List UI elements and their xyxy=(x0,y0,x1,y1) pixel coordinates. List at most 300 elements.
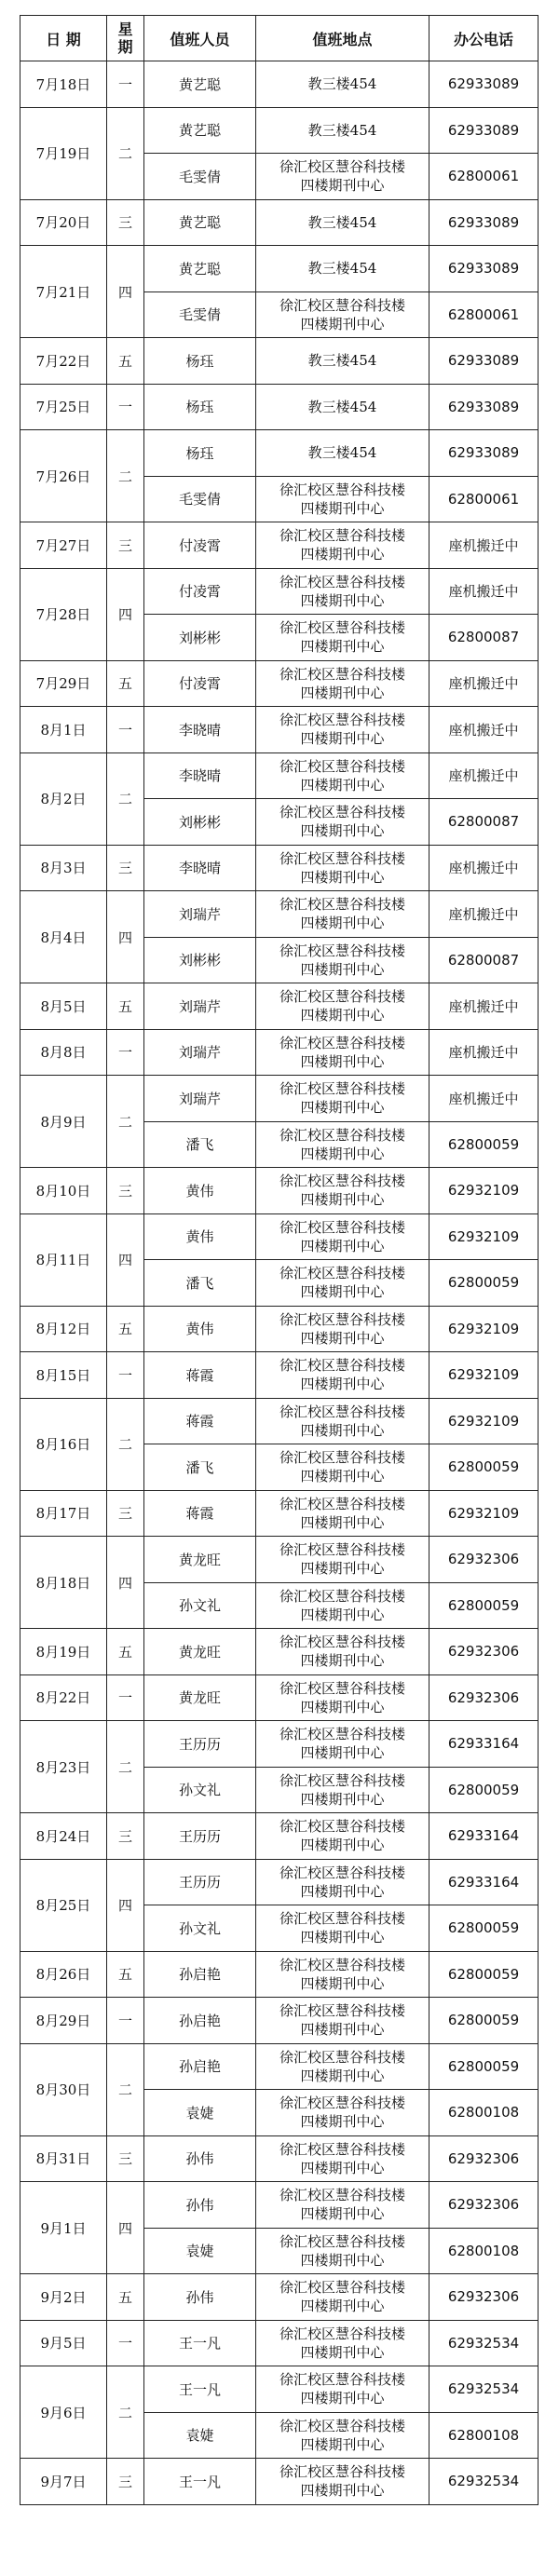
person-cell: 毛雯倩 xyxy=(144,154,256,200)
phone-cell: 62932534 xyxy=(429,2459,539,2505)
location-cell xyxy=(256,799,429,846)
weekday-cell: 一 xyxy=(107,61,144,108)
location-line: 四楼期刊中心 xyxy=(300,1513,385,1531)
table-row xyxy=(20,568,539,615)
person-cell: 刘瑞芹 xyxy=(144,1076,256,1122)
location-line: 四楼期刊中心 xyxy=(300,1974,385,1992)
date-cell: 8月30日 xyxy=(20,2043,107,2135)
phone-cell: 62932109 xyxy=(429,1352,539,1399)
location-cell xyxy=(256,522,429,569)
location-line: 四楼期刊中心 xyxy=(300,1560,385,1578)
weekday-cell: 四 xyxy=(107,1537,144,1629)
location-cell xyxy=(256,154,429,200)
person-cell: 潘飞 xyxy=(144,1444,256,1491)
table-row xyxy=(20,1213,539,1260)
phone-cell: 62932109 xyxy=(429,1398,539,1444)
date-cell: 9月6日 xyxy=(20,2366,107,2459)
date-cell: 8月9日 xyxy=(20,1076,107,1168)
location-line: 徐汇校区慧谷科技楼 xyxy=(279,1679,405,1697)
date-cell: 7月25日 xyxy=(20,384,107,430)
date-cell: 7月19日 xyxy=(20,107,107,199)
location-line: 徐汇校区慧谷科技楼 xyxy=(279,2325,405,2342)
person-cell: 孙文礼 xyxy=(144,1905,256,1952)
location-line: 四楼期刊中心 xyxy=(300,546,385,563)
phone-cell: 62933089 xyxy=(429,107,539,154)
location-line: 徐汇校区慧谷科技楼 xyxy=(279,1956,405,1973)
phone-cell: 62800061 xyxy=(429,291,539,338)
location-cell xyxy=(256,1121,429,1168)
location-line: 四楼期刊中心 xyxy=(300,1376,385,1393)
person-cell: 李晓晴 xyxy=(144,845,256,891)
location-line: 四楼期刊中心 xyxy=(300,822,385,840)
phone-cell: 座机搬迁中 xyxy=(429,660,539,707)
date-cell: 7月21日 xyxy=(20,246,107,338)
header-date: 日 期 xyxy=(20,16,107,61)
location-cell xyxy=(256,615,429,661)
person-cell: 付凌霄 xyxy=(144,660,256,707)
date-cell: 7月29日 xyxy=(20,660,107,707)
location-line: 四楼期刊中心 xyxy=(300,2343,385,2361)
phone-cell: 62800061 xyxy=(429,476,539,522)
location-line: 教三楼454 xyxy=(307,444,377,462)
location-line: 四楼期刊中心 xyxy=(300,638,385,656)
location-line: 徐汇校区慧谷科技楼 xyxy=(279,665,405,683)
weekday-cell: 五 xyxy=(107,660,144,707)
table-row xyxy=(20,430,539,477)
location-cell xyxy=(256,660,429,707)
person-cell: 付凌霄 xyxy=(144,568,256,615)
person-cell: 黄艺聪 xyxy=(144,61,256,108)
location-cell xyxy=(256,1629,429,1675)
weekday-cell: 五 xyxy=(107,1306,144,1352)
weekday-cell: 一 xyxy=(107,707,144,753)
location-cell xyxy=(256,1537,429,1583)
table-row xyxy=(20,107,539,154)
phone-cell: 62933089 xyxy=(429,61,539,108)
phone-cell: 62933164 xyxy=(429,1721,539,1768)
table-row xyxy=(20,2135,539,2182)
table-row xyxy=(20,2274,539,2321)
phone-cell: 62932534 xyxy=(429,2320,539,2366)
person-cell: 蒋霞 xyxy=(144,1490,256,1537)
location-line: 徐汇校区慧谷科技楼 xyxy=(279,2048,405,2066)
location-line: 四楼期刊中心 xyxy=(300,1652,385,1670)
location-cell xyxy=(256,1260,429,1307)
phone-cell: 座机搬迁中 xyxy=(429,845,539,891)
date-cell: 7月28日 xyxy=(20,568,107,660)
location-cell xyxy=(256,845,429,891)
weekday-cell: 三 xyxy=(107,1813,144,1860)
location-cell xyxy=(256,107,429,154)
location-line: 徐汇校区慧谷科技楼 xyxy=(279,1864,405,1881)
location-line: 徐汇校区慧谷科技楼 xyxy=(279,1541,405,1559)
person-cell: 孙启艳 xyxy=(144,2043,256,2090)
date-cell: 9月2日 xyxy=(20,2274,107,2321)
location-line: 徐汇校区慧谷科技楼 xyxy=(279,804,405,821)
phone-cell: 62932109 xyxy=(429,1306,539,1352)
table-row xyxy=(20,891,539,938)
table-row xyxy=(20,752,539,799)
person-cell: 孙启艳 xyxy=(144,1998,256,2044)
person-cell: 黄龙旺 xyxy=(144,1537,256,1583)
date-cell: 8月29日 xyxy=(20,1998,107,2044)
location-line: 四楼期刊中心 xyxy=(300,2435,385,2453)
location-line: 徐汇校区慧谷科技楼 xyxy=(279,896,405,914)
location-cell xyxy=(256,2274,429,2321)
location-cell xyxy=(256,2090,429,2136)
table-row xyxy=(20,2366,539,2413)
person-cell: 李晓晴 xyxy=(144,752,256,799)
date-cell: 8月3日 xyxy=(20,845,107,891)
person-cell: 杨珏 xyxy=(144,430,256,477)
phone-cell: 62800087 xyxy=(429,799,539,846)
person-cell: 杨珏 xyxy=(144,384,256,430)
location-cell xyxy=(256,752,429,799)
location-cell xyxy=(256,1352,429,1399)
person-cell: 王历历 xyxy=(144,1721,256,1768)
phone-cell: 座机搬迁中 xyxy=(429,752,539,799)
weekday-cell: 二 xyxy=(107,752,144,845)
person-cell: 孙伟 xyxy=(144,2274,256,2321)
location-line: 徐汇校区慧谷科技楼 xyxy=(279,1034,405,1051)
location-line: 徐汇校区慧谷科技楼 xyxy=(279,988,405,1006)
location-cell xyxy=(256,2182,429,2229)
table-row xyxy=(20,1029,539,1076)
weekday-cell: 五 xyxy=(107,983,144,1030)
location-line: 四楼期刊中心 xyxy=(300,684,385,701)
table-row xyxy=(20,1813,539,1860)
table-row xyxy=(20,1490,539,1537)
date-cell: 8月8日 xyxy=(20,1029,107,1076)
person-cell: 黄伟 xyxy=(144,1306,256,1352)
location-line: 四楼期刊中心 xyxy=(300,1606,385,1623)
phone-cell: 62800087 xyxy=(429,615,539,661)
person-cell: 刘彬彬 xyxy=(144,937,256,983)
date-cell: 8月24日 xyxy=(20,1813,107,1860)
date-cell: 8月19日 xyxy=(20,1629,107,1675)
location-line: 四楼期刊中心 xyxy=(300,2298,385,2315)
location-cell xyxy=(256,476,429,522)
table-header xyxy=(20,16,539,61)
location-cell xyxy=(256,246,429,292)
phone-cell: 62933089 xyxy=(429,246,539,292)
location-line: 四楼期刊中心 xyxy=(300,499,385,517)
location-cell xyxy=(256,2320,429,2366)
location-cell xyxy=(256,2043,429,2090)
location-line: 徐汇校区慧谷科技楼 xyxy=(279,1126,405,1144)
person-cell: 刘彬彬 xyxy=(144,615,256,661)
location-line: 徐汇校区慧谷科技楼 xyxy=(279,1310,405,1328)
location-line: 四楼期刊中心 xyxy=(300,1329,385,1347)
header-location: 值班地点 xyxy=(256,16,429,61)
location-cell xyxy=(256,2228,429,2274)
location-line: 徐汇校区慧谷科技楼 xyxy=(279,2187,405,2204)
header-weekday xyxy=(107,16,144,61)
location-cell xyxy=(256,1076,429,1122)
weekday-cell: 一 xyxy=(107,1674,144,1721)
phone-cell: 62933089 xyxy=(429,199,539,246)
person-cell: 王一凡 xyxy=(144,2320,256,2366)
table-row xyxy=(20,983,539,1030)
phone-cell: 62933089 xyxy=(429,338,539,385)
location-line: 徐汇校区慧谷科技楼 xyxy=(279,481,405,498)
location-line: 徐汇校区慧谷科技楼 xyxy=(279,1357,405,1375)
weekday-cell: 三 xyxy=(107,845,144,891)
location-line: 徐汇校区慧谷科技楼 xyxy=(279,1587,405,1605)
person-cell: 付凌霄 xyxy=(144,522,256,569)
location-line: 徐汇校区慧谷科技楼 xyxy=(279,2002,405,2020)
location-cell xyxy=(256,430,429,477)
table-row xyxy=(20,2182,539,2229)
table-row xyxy=(20,1306,539,1352)
weekday-cell: 四 xyxy=(107,1213,144,1306)
table-row xyxy=(20,1168,539,1214)
location-line: 四楼期刊中心 xyxy=(300,2390,385,2407)
location-cell xyxy=(256,61,429,108)
person-cell: 孙启艳 xyxy=(144,1951,256,1998)
location-line: 徐汇校区慧谷科技楼 xyxy=(279,1403,405,1420)
date-cell: 8月12日 xyxy=(20,1306,107,1352)
person-cell: 黄龙旺 xyxy=(144,1629,256,1675)
phone-cell: 62932306 xyxy=(429,2274,539,2321)
table-row xyxy=(20,707,539,753)
person-cell: 刘瑞芹 xyxy=(144,891,256,938)
weekday-cell: 四 xyxy=(107,1859,144,1951)
phone-cell: 62932306 xyxy=(429,2182,539,2229)
weekday-cell: 二 xyxy=(107,1076,144,1168)
phone-cell: 62933089 xyxy=(429,384,539,430)
phone-cell: 62800059 xyxy=(429,1905,539,1952)
phone-cell: 62800108 xyxy=(429,2228,539,2274)
location-line: 四楼期刊中心 xyxy=(300,177,385,195)
location-cell xyxy=(256,1306,429,1352)
date-cell: 8月26日 xyxy=(20,1951,107,1998)
date-cell: 8月11日 xyxy=(20,1213,107,1306)
location-cell xyxy=(256,1029,429,1076)
weekday-cell: 三 xyxy=(107,1168,144,1214)
person-cell: 王一凡 xyxy=(144,2366,256,2413)
location-line: 四楼期刊中心 xyxy=(300,960,385,978)
location-line: 四楼期刊中心 xyxy=(300,2113,385,2131)
location-line: 四楼期刊中心 xyxy=(300,1837,385,1854)
person-cell: 李晓晴 xyxy=(144,707,256,753)
location-cell xyxy=(256,707,429,753)
location-line: 四楼期刊中心 xyxy=(300,868,385,886)
location-line: 四楼期刊中心 xyxy=(300,1007,385,1024)
location-cell xyxy=(256,891,429,938)
location-line: 四楼期刊中心 xyxy=(300,2067,385,2084)
person-cell: 孙文礼 xyxy=(144,1767,256,1813)
location-line: 徐汇校区慧谷科技楼 xyxy=(279,1495,405,1512)
table-row xyxy=(20,61,539,108)
date-cell: 7月27日 xyxy=(20,522,107,569)
location-cell xyxy=(256,1444,429,1491)
location-cell xyxy=(256,568,429,615)
table-row xyxy=(20,1721,539,1768)
location-line: 徐汇校区慧谷科技楼 xyxy=(279,2095,405,2112)
table-row xyxy=(20,338,539,385)
table-row xyxy=(20,845,539,891)
location-line: 四楼期刊中心 xyxy=(300,2251,385,2269)
location-cell xyxy=(256,1213,429,1260)
table-row xyxy=(20,660,539,707)
phone-cell: 座机搬迁中 xyxy=(429,891,539,938)
weekday-cell: 四 xyxy=(107,2182,144,2274)
weekday-cell: 三 xyxy=(107,1490,144,1537)
header-person: 值班人员 xyxy=(144,16,256,61)
date-cell: 8月23日 xyxy=(20,1721,107,1813)
phone-cell: 62800059 xyxy=(429,1998,539,2044)
date-cell: 8月31日 xyxy=(20,2135,107,2182)
phone-cell: 62932109 xyxy=(429,1490,539,1537)
date-cell: 8月17日 xyxy=(20,1490,107,1537)
weekday-cell: 三 xyxy=(107,522,144,569)
location-line: 徐汇校区慧谷科技楼 xyxy=(279,1080,405,1098)
person-cell: 黄艺聪 xyxy=(144,199,256,246)
date-cell: 8月18日 xyxy=(20,1537,107,1629)
person-cell: 蒋霞 xyxy=(144,1352,256,1399)
location-cell xyxy=(256,1813,429,1860)
location-line: 教三楼454 xyxy=(307,260,377,278)
weekday-cell: 五 xyxy=(107,1951,144,1998)
location-line: 四楼期刊中心 xyxy=(300,1237,385,1254)
location-cell xyxy=(256,1168,429,1214)
location-line: 徐汇校区慧谷科技楼 xyxy=(279,2140,405,2158)
date-cell: 7月26日 xyxy=(20,430,107,522)
location-line: 四楼期刊中心 xyxy=(300,1099,385,1117)
table-row xyxy=(20,1629,539,1675)
location-cell xyxy=(256,2366,429,2413)
location-line: 徐汇校区慧谷科技楼 xyxy=(279,2417,405,2434)
person-cell: 孙伟 xyxy=(144,2182,256,2229)
table-row xyxy=(20,522,539,569)
location-line: 徐汇校区慧谷科技楼 xyxy=(279,849,405,867)
header-weekday-label: 星期 xyxy=(117,20,133,56)
location-line: 徐汇校区慧谷科技楼 xyxy=(279,712,405,729)
location-cell xyxy=(256,1998,429,2044)
person-cell: 王历历 xyxy=(144,1813,256,1860)
person-cell: 潘飞 xyxy=(144,1121,256,1168)
date-cell: 8月2日 xyxy=(20,752,107,845)
weekday-cell: 二 xyxy=(107,1721,144,1813)
person-cell: 王历历 xyxy=(144,1859,256,1905)
person-cell: 潘飞 xyxy=(144,1260,256,1307)
weekday-cell: 五 xyxy=(107,338,144,385)
location-cell xyxy=(256,2412,429,2459)
location-cell xyxy=(256,291,429,338)
date-cell: 8月4日 xyxy=(20,891,107,983)
phone-cell: 62932534 xyxy=(429,2366,539,2413)
weekday-cell: 一 xyxy=(107,384,144,430)
table-row xyxy=(20,199,539,246)
date-cell: 8月10日 xyxy=(20,1168,107,1214)
table-row xyxy=(20,2459,539,2505)
location-cell xyxy=(256,1674,429,1721)
location-line: 徐汇校区慧谷科技楼 xyxy=(279,1634,405,1651)
location-line: 四楼期刊中心 xyxy=(300,1283,385,1301)
weekday-cell: 三 xyxy=(107,2135,144,2182)
phone-cell: 62932306 xyxy=(429,1629,539,1675)
location-line: 四楼期刊中心 xyxy=(300,1744,385,1762)
location-line: 徐汇校区慧谷科技楼 xyxy=(279,2371,405,2389)
location-line: 徐汇校区慧谷科技楼 xyxy=(279,1771,405,1789)
location-cell xyxy=(256,983,429,1030)
location-line: 徐汇校区慧谷科技楼 xyxy=(279,2463,405,2481)
table-row xyxy=(20,1859,539,1905)
table-body xyxy=(20,61,539,2505)
phone-cell: 62800108 xyxy=(429,2412,539,2459)
location-cell xyxy=(256,1721,429,1768)
phone-cell: 62800059 xyxy=(429,1767,539,1813)
location-line: 四楼期刊中心 xyxy=(300,915,385,932)
location-line: 徐汇校区慧谷科技楼 xyxy=(279,1449,405,1467)
person-cell: 孙文礼 xyxy=(144,1582,256,1629)
location-line: 四楼期刊中心 xyxy=(300,1421,385,1439)
person-cell: 蒋霞 xyxy=(144,1398,256,1444)
location-line: 教三楼454 xyxy=(307,121,377,139)
person-cell: 黄艺聪 xyxy=(144,246,256,292)
phone-cell: 62932306 xyxy=(429,1674,539,1721)
location-line: 四楼期刊中心 xyxy=(300,1191,385,1209)
location-line: 四楼期刊中心 xyxy=(300,315,385,332)
weekday-cell: 四 xyxy=(107,891,144,983)
location-cell xyxy=(256,338,429,385)
location-line: 四楼期刊中心 xyxy=(300,2159,385,2176)
location-line: 徐汇校区慧谷科技楼 xyxy=(279,1818,405,1836)
phone-cell: 62933164 xyxy=(429,1813,539,1860)
phone-cell: 62932109 xyxy=(429,1213,539,1260)
location-line: 徐汇校区慧谷科技楼 xyxy=(279,158,405,176)
weekday-cell: 一 xyxy=(107,1352,144,1399)
date-cell: 7月22日 xyxy=(20,338,107,385)
location-line: 徐汇校区慧谷科技楼 xyxy=(279,2279,405,2297)
table-row xyxy=(20,1951,539,1998)
location-cell xyxy=(256,2135,429,2182)
phone-cell: 62800061 xyxy=(429,154,539,200)
person-cell: 黄伟 xyxy=(144,1213,256,1260)
weekday-cell: 四 xyxy=(107,568,144,660)
date-cell: 7月18日 xyxy=(20,61,107,108)
location-cell xyxy=(256,384,429,430)
location-line: 四楼期刊中心 xyxy=(300,1790,385,1808)
header-phone: 办公电话 xyxy=(429,16,539,61)
location-line: 徐汇校区慧谷科技楼 xyxy=(279,2232,405,2250)
phone-cell: 62933089 xyxy=(429,430,539,477)
location-cell xyxy=(256,1582,429,1629)
phone-cell: 62800059 xyxy=(429,1582,539,1629)
phone-cell: 62800059 xyxy=(429,1260,539,1307)
location-line: 教三楼454 xyxy=(307,398,377,415)
location-line: 教三楼454 xyxy=(307,213,377,231)
person-cell: 毛雯倩 xyxy=(144,476,256,522)
weekday-cell: 二 xyxy=(107,430,144,522)
location-line: 四楼期刊中心 xyxy=(300,2482,385,2500)
person-cell: 黄伟 xyxy=(144,1168,256,1214)
date-cell: 8月22日 xyxy=(20,1674,107,1721)
weekday-cell: 二 xyxy=(107,107,144,199)
location-line: 徐汇校区慧谷科技楼 xyxy=(279,1910,405,1928)
location-cell xyxy=(256,1490,429,1537)
weekday-cell: 一 xyxy=(107,1998,144,2044)
date-cell: 9月5日 xyxy=(20,2320,107,2366)
location-cell xyxy=(256,199,429,246)
weekday-cell: 二 xyxy=(107,2043,144,2135)
location-line: 徐汇校区慧谷科技楼 xyxy=(279,1726,405,1743)
location-line: 徐汇校区慧谷科技楼 xyxy=(279,1218,405,1236)
location-line: 四楼期刊中心 xyxy=(300,776,385,793)
person-cell: 黄艺聪 xyxy=(144,107,256,154)
weekday-cell: 五 xyxy=(107,2274,144,2321)
